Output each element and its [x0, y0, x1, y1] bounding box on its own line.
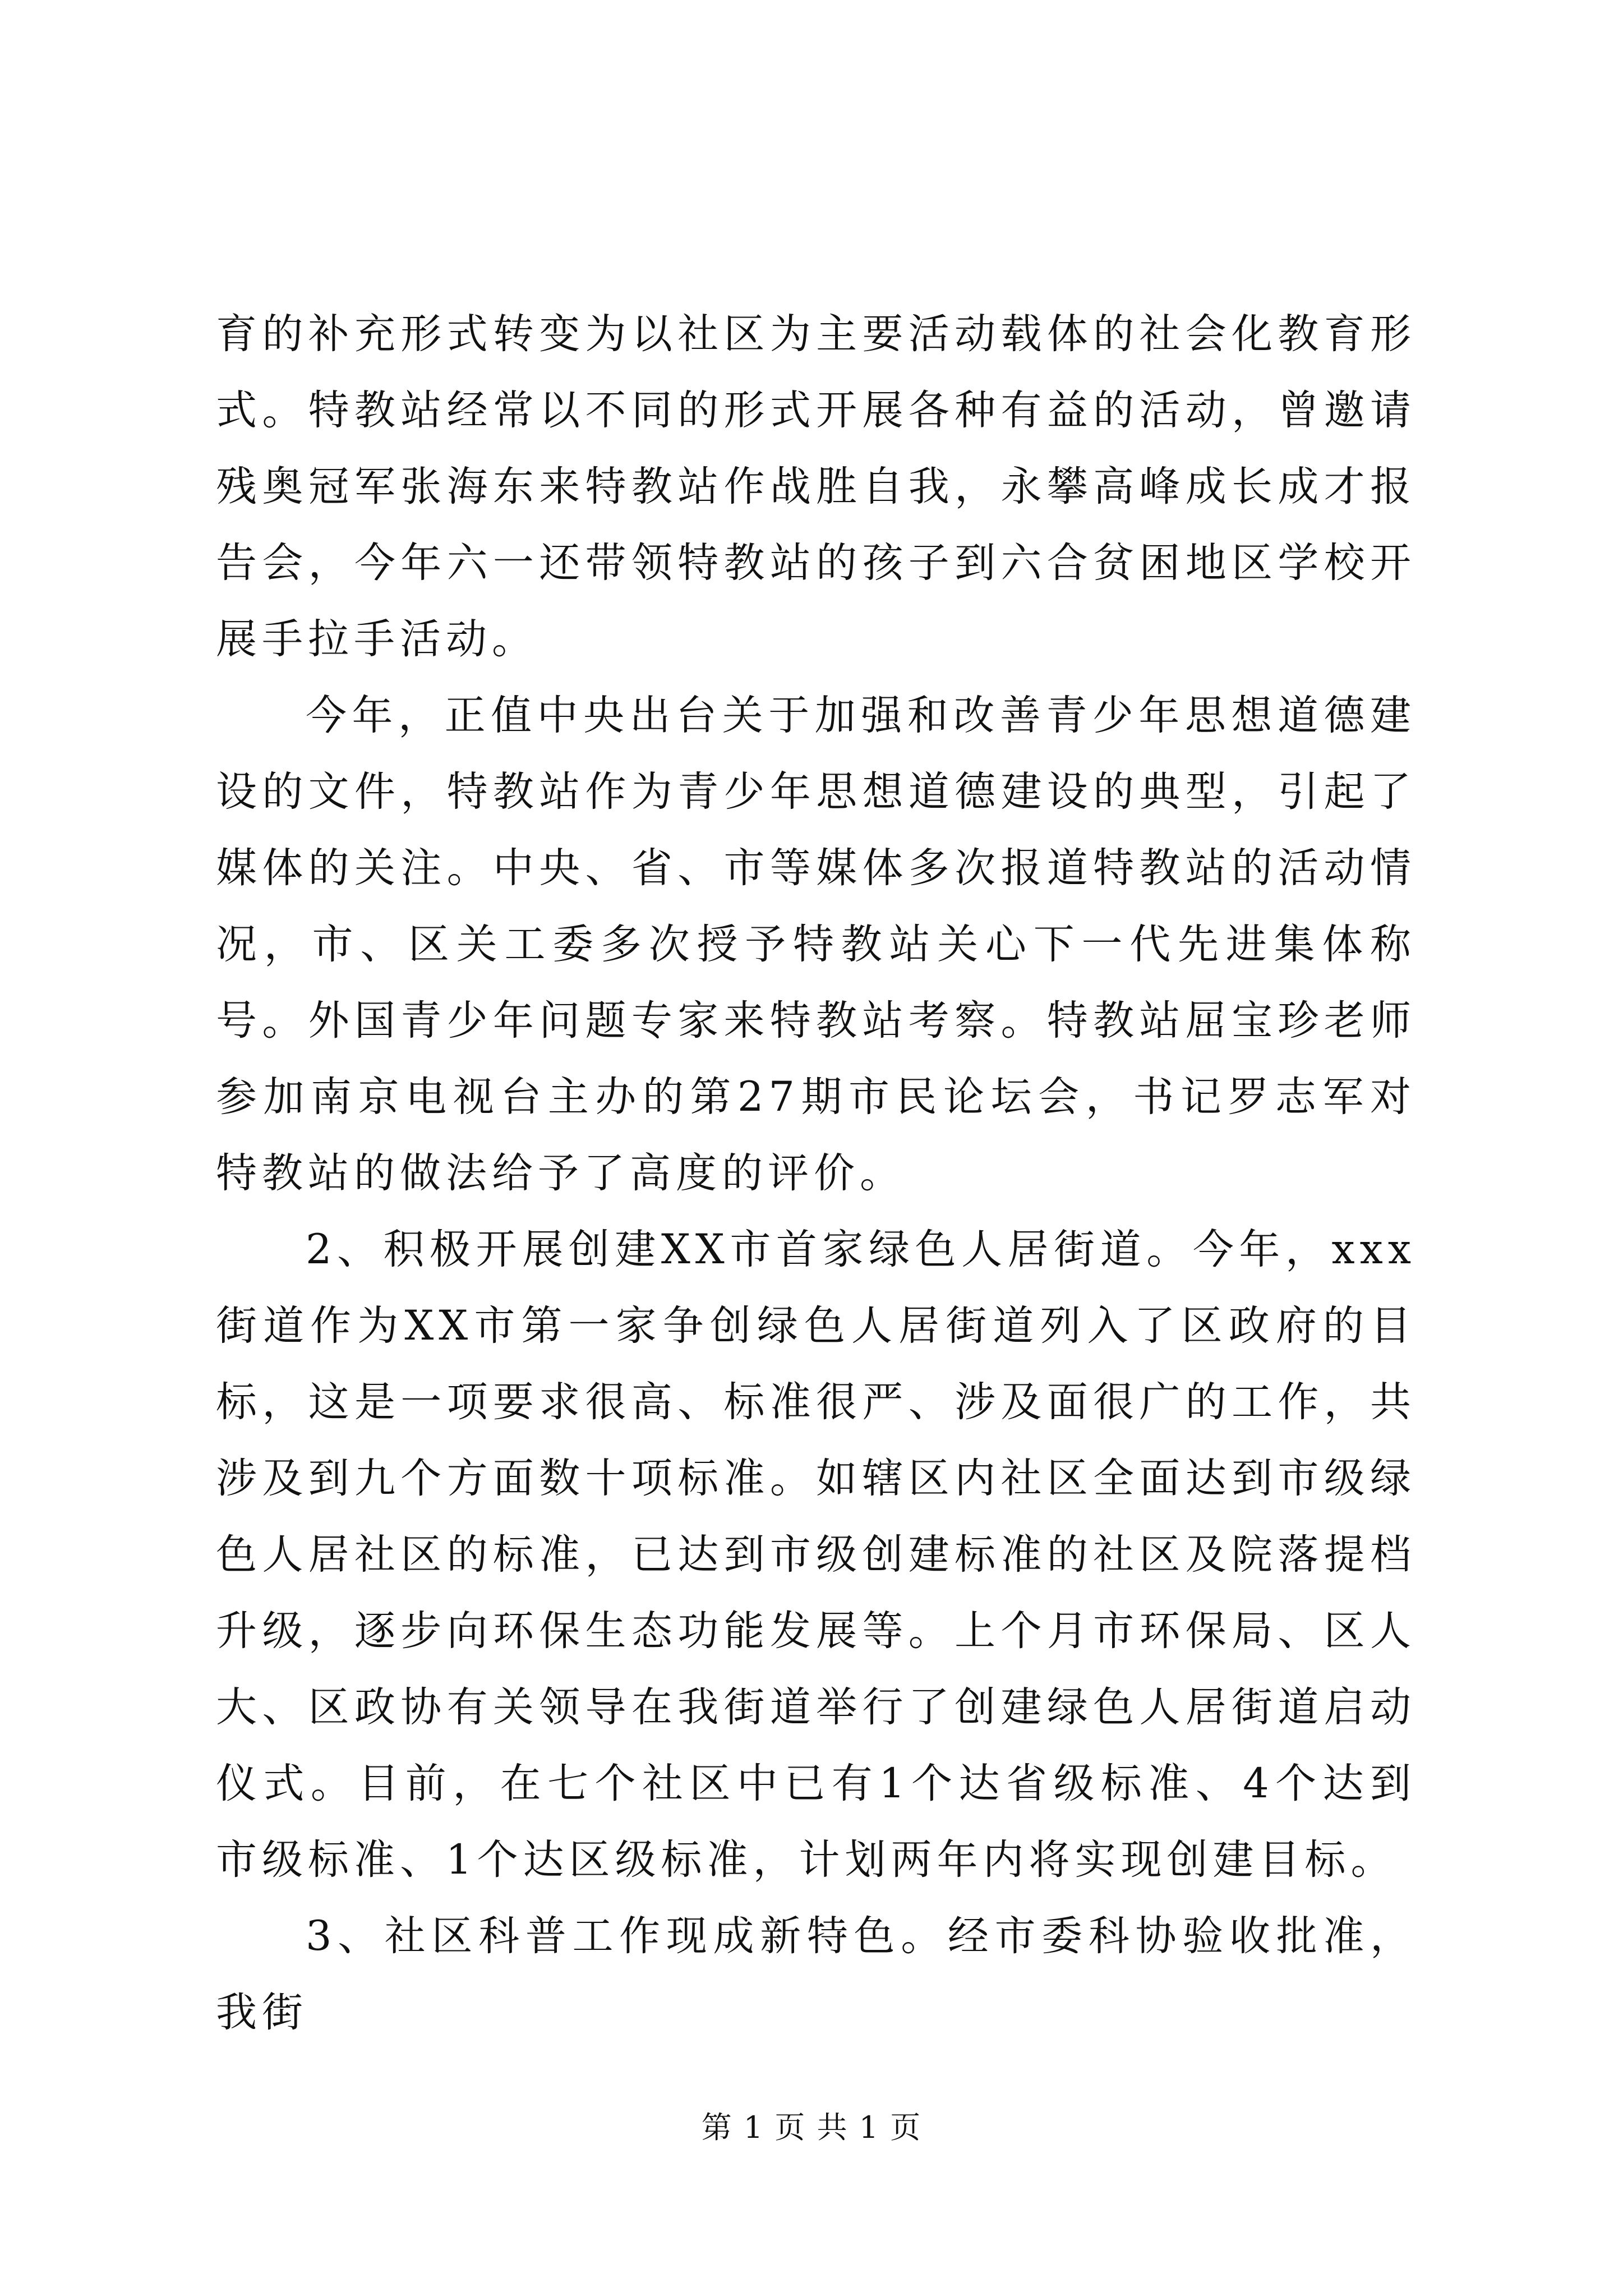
paragraph-special-education-station: 育的补充形式转变为以社区为主要活动载体的社会化教育形式。特教站经常以不同的形式开展各种有益的活动，曾邀请残奥冠军张海东来特教站作战胜自我，永攀高峰成长成才报告会，今年六一还带领特教站的孩子到六合贫困地区学校开展手拉手活动。 [216, 310, 1416, 663]
paragraph-community-science: 3、社区科普工作现成新特色。经市委科协验收批准，我街 [216, 1912, 1416, 2036]
paragraph-green-living-street: 2、积极开展创建XX市首家绿色人居街道。今年，xxx街道作为XX市第一家争创绿色人居街道列入了区政府的目标，这是一项要求很高、标准很严、涉及面很广的工作，共涉及到九个方面数十项标准。如辖区内社区全面达到市级绿色人居社区的标准，已达到市级创建标准的社区及院落提档升级，逐步向环保生态功能发展等。上个月市环保局、区人大、区政协有关领导在我街道举行了创建绿色人居街道启动仪式。目前，在七个社区中已有1个达省级标准、4个达到市级标准、1个达区级标准，计划两年内将实现创建目标。 [216, 1226, 1416, 1884]
page-number-footer: 第 1 页 共 1 页 [701, 2110, 922, 2145]
paragraph-media-attention: 今年，正值中央出台关于加强和改善青少年思想道德建设的文件，特教站作为青少年思想道德建设的典型，引起了媒体的关注。中央、省、市等媒体多次报道特教站的活动情况，市、区关工委多次授予特教站关心下一代先进集体称号。外国青少年问题专家来特教站考察。特教站屈宝珍老师参加南京电视台主办的第27期市民论坛会，书记罗志军对特教站的做法给予了高度的评价。 [216, 692, 1416, 1197]
document-body [216, 296, 1416, 2051]
